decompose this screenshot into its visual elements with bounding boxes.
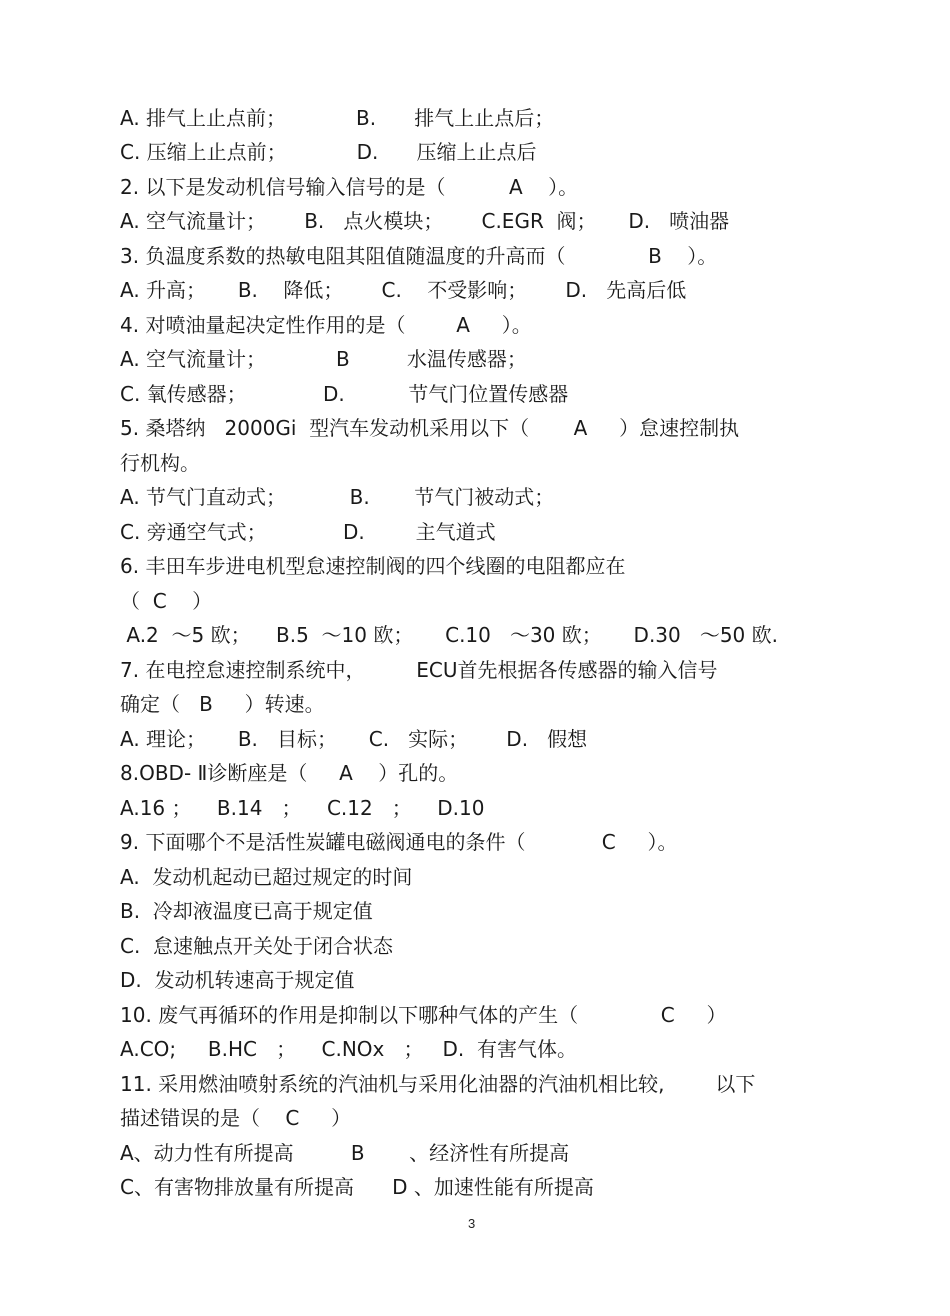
text-line: A. 理论； B. 目标； C. 实际； D. 假想 xyxy=(120,727,588,751)
text-line: A、动力性有所提高 B 、经济性有所提高 xyxy=(120,1141,570,1165)
text-line: A. 排气上止点前； B. 排气上止点后； xyxy=(120,106,555,130)
text-line: 确定（ B ）转速。 xyxy=(120,692,325,716)
text-line: A. 升高； B. 降低； C. 不受影响； D. 先高后低 xyxy=(120,278,687,302)
text-line: 2. 以下是发动机信号输入信号的是（ A ）。 xyxy=(120,175,579,199)
text-line: A. 节气门直动式； B. 节气门被动式； xyxy=(120,485,555,509)
text-line: D. 发动机转速高于规定值 xyxy=(120,968,355,992)
text-line: A.16 ； B.14 ； C.12 ； D.10 xyxy=(120,796,485,820)
text-line: C、有害物排放量有所提高 D 、加速性能有所提高 xyxy=(120,1175,594,1199)
text-line: 10. 废气再循环的作用是抑制以下哪种气体的产生（ C ） xyxy=(120,1003,727,1027)
text-line: 4. 对喷油量起决定性作用的是（ A ）。 xyxy=(120,313,532,337)
text-line: C. 旁通空气式； D. 主气道式 xyxy=(120,520,496,544)
text-line: A. 空气流量计； B. 点火模块； C.EGR 阀； D. 喷油器 xyxy=(120,209,730,233)
text-line: 6. 丰田车步进电机型怠速控制阀的四个线圈的电阻都应在 xyxy=(120,554,626,578)
text-line: 7. 在电控怠速控制系统中， ECU首先根据各传感器的输入信号 xyxy=(120,658,718,682)
text-line: 8.OBD- Ⅱ诊断座是（ A ）孔的。 xyxy=(120,761,459,785)
text-line: A. 发动机起动已超过规定的时间 xyxy=(120,865,413,889)
text-line: （ C ） xyxy=(120,589,213,613)
text-line: 9. 下面哪个不是活性炭罐电磁阀通电的条件（ C ）。 xyxy=(120,830,678,854)
text-line: B. 冷却液温度已高于规定值 xyxy=(120,899,373,923)
text-line: 5. 桑塔纳 2000Gi 型汽车发动机采用以下（ A ）怠速控制执 xyxy=(120,416,740,440)
text-line: 行机构。 xyxy=(120,451,200,475)
text-line: C. 怠速触点开关处于闭合状态 xyxy=(120,934,394,958)
page-number: 3 xyxy=(468,1216,476,1231)
text-line: C. 压缩上止点前； D. 压缩上止点后 xyxy=(120,140,537,164)
text-line: A.2 ～5 欧； B.5 ～10 欧； C.10 ～30 欧； D.30 ～50 欧. xyxy=(120,623,778,647)
text-line: 3. 负温度系数的热敏电阻其阻值随温度的升高而（ B ）。 xyxy=(120,244,718,268)
text-line: A.CO; B.HC ； C.NOx ； D. 有害气体。 xyxy=(120,1037,577,1061)
text-line: 11. 采用燃油喷射系统的汽油机与采用化油器的汽油机相比较, 以下 xyxy=(120,1072,756,1096)
text-line: C. 氧传感器； D. 节气门位置传感器 xyxy=(120,382,569,406)
text-line: 描述错误的是（ C ） xyxy=(120,1106,352,1130)
text-line: A. 空气流量计； B 水温传感器； xyxy=(120,347,527,371)
